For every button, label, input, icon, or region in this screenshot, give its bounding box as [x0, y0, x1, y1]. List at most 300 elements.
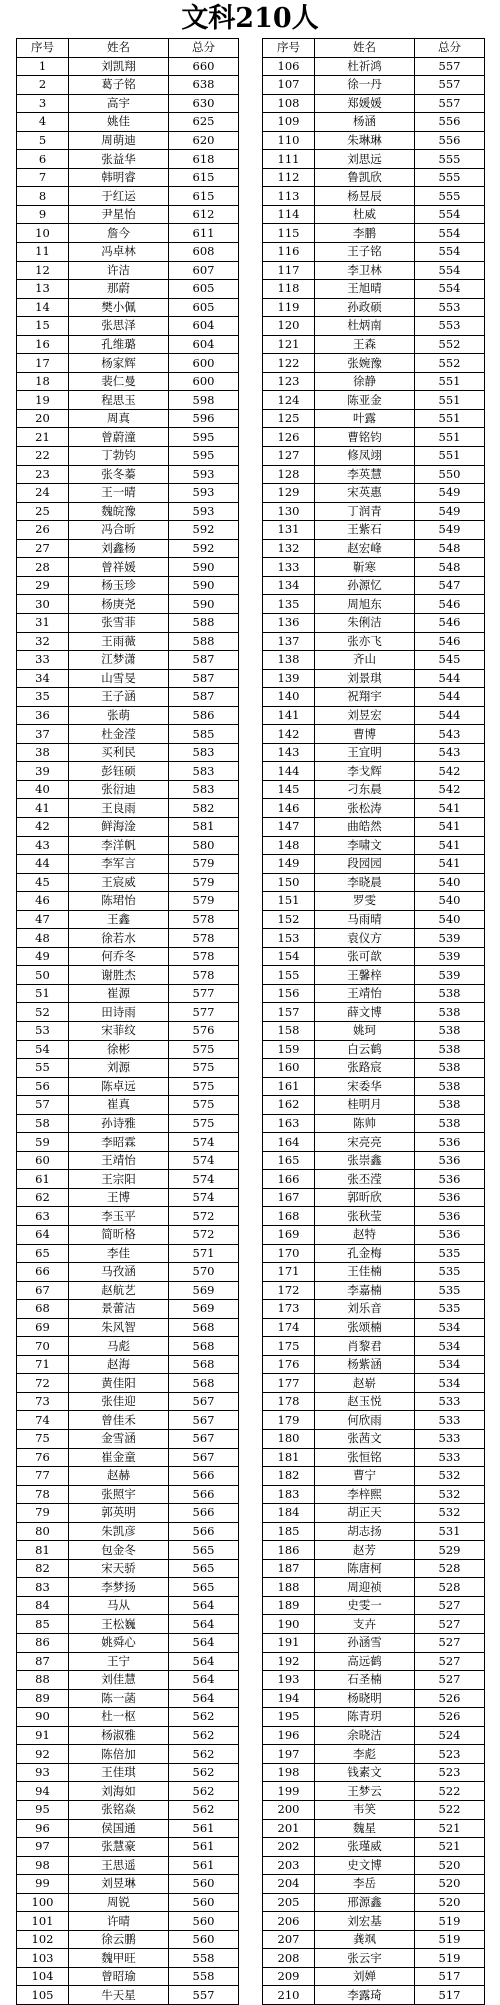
table-row	[17, 1411, 239, 1430]
table-row	[263, 799, 485, 818]
rank-cell: 19	[17, 391, 69, 410]
rank-cell: 188	[263, 1578, 315, 1597]
table-row	[17, 929, 239, 948]
score-cell: 527	[415, 1615, 485, 1634]
score-cell: 605	[169, 298, 239, 317]
score-cell: 533	[415, 1430, 485, 1449]
table-row	[17, 1263, 239, 1282]
rank-cell: 109	[263, 113, 315, 132]
score-cell: 618	[169, 150, 239, 169]
rank-cell: 51	[17, 984, 69, 1003]
score-cell: 526	[415, 1708, 485, 1727]
rank-cell: 134	[263, 576, 315, 595]
score-cell: 578	[169, 966, 239, 985]
name-cell: 徐彬	[69, 1040, 169, 1059]
rank-cell: 34	[17, 669, 69, 688]
name-cell: 王宜明	[315, 743, 415, 762]
rank-cell: 200	[263, 1800, 315, 1819]
name-cell: 杨淑雅	[69, 1726, 169, 1745]
score-cell: 581	[169, 817, 239, 836]
name-cell: 杨紫涵	[315, 1355, 415, 1374]
table-row	[263, 669, 485, 688]
table-row	[17, 1003, 239, 1022]
score-cell: 541	[415, 817, 485, 836]
rank-cell: 42	[17, 817, 69, 836]
rank-cell: 158	[263, 1021, 315, 1040]
score-cell: 557	[415, 76, 485, 95]
rank-cell: 29	[17, 576, 69, 595]
score-cell: 568	[169, 1355, 239, 1374]
rank-cell: 156	[263, 984, 315, 1003]
name-cell: 崔真	[69, 1096, 169, 1115]
page-title: 文科210人	[181, 3, 319, 34]
rank-cell: 78	[17, 1485, 69, 1504]
name-cell: 王宸威	[69, 873, 169, 892]
name-cell: 张秋莹	[315, 1207, 415, 1226]
table-row	[17, 1281, 239, 1300]
rank-cell: 39	[17, 762, 69, 781]
name-cell: 王博	[69, 1188, 169, 1207]
score-cell: 534	[415, 1318, 485, 1337]
table-row	[17, 409, 239, 428]
name-cell: 李岳	[315, 1875, 415, 1894]
table-row	[17, 1522, 239, 1541]
table-header-row	[17, 39, 239, 58]
rank-cell: 6	[17, 150, 69, 169]
table-row	[263, 725, 485, 744]
score-cell: 574	[169, 1133, 239, 1152]
rank-cell: 104	[17, 1967, 69, 1986]
score-cell: 524	[415, 1726, 485, 1745]
score-cell: 587	[169, 688, 239, 707]
name-cell: 曾佳禾	[69, 1411, 169, 1430]
score-cell: 562	[169, 1763, 239, 1782]
score-cell: 569	[169, 1281, 239, 1300]
score-cell: 560	[169, 1875, 239, 1894]
name-cell: 赵崭	[315, 1374, 415, 1393]
score-cell: 538	[415, 1040, 485, 1059]
rank-cell: 26	[17, 521, 69, 540]
name-cell: 宋委华	[315, 1077, 415, 1096]
rank-cell: 209	[263, 1967, 315, 1986]
rank-cell: 111	[263, 150, 315, 169]
score-cell: 562	[169, 1708, 239, 1727]
rank-cell: 55	[17, 1059, 69, 1078]
score-cell: 562	[169, 1800, 239, 1819]
rank-cell: 144	[263, 762, 315, 781]
rank-cell: 175	[263, 1337, 315, 1356]
score-cell: 590	[169, 558, 239, 577]
name-cell: 祝翔宇	[315, 688, 415, 707]
name-cell: 朱琳琳	[315, 131, 415, 150]
table-row	[263, 317, 485, 336]
rank-cell: 129	[263, 484, 315, 503]
rank-cell: 2	[17, 76, 69, 95]
table-row	[263, 1504, 485, 1523]
table-row	[263, 1930, 485, 1949]
table-row	[17, 521, 239, 540]
rank-cell: 190	[263, 1615, 315, 1634]
name-cell: 胡正天	[315, 1504, 415, 1523]
score-cell: 553	[415, 317, 485, 336]
name-cell: 曲皓然	[315, 817, 415, 836]
rank-cell: 11	[17, 243, 69, 262]
table-row	[17, 1300, 239, 1319]
name-cell: 包金冬	[69, 1541, 169, 1560]
table-row	[263, 1689, 485, 1708]
rank-cell: 150	[263, 873, 315, 892]
rank-cell: 92	[17, 1745, 69, 1764]
name-cell: 刘源	[69, 1059, 169, 1078]
name-cell: 张冬蓁	[69, 465, 169, 484]
score-cell: 578	[169, 947, 239, 966]
rank-cell: 1	[17, 57, 69, 76]
score-cell: 546	[415, 595, 485, 614]
name-cell: 韦笑	[315, 1800, 415, 1819]
rank-cell: 68	[17, 1300, 69, 1319]
name-cell: 彭钰硕	[69, 762, 169, 781]
score-cell: 569	[169, 1300, 239, 1319]
rank-cell: 112	[263, 168, 315, 187]
name-cell: 姚佳	[69, 113, 169, 132]
rank-cell: 106	[263, 57, 315, 76]
name-cell: 王梦云	[315, 1782, 415, 1801]
table-row	[263, 484, 485, 503]
score-cell: 578	[169, 929, 239, 948]
name-cell: 曹博	[315, 725, 415, 744]
score-cell: 577	[169, 984, 239, 1003]
rank-cell: 149	[263, 855, 315, 874]
rank-cell: 179	[263, 1411, 315, 1430]
rank-cell: 18	[17, 372, 69, 391]
score-cell: 538	[415, 1059, 485, 1078]
score-cell: 588	[169, 613, 239, 632]
rank-cell: 86	[17, 1634, 69, 1653]
score-cell: 527	[415, 1596, 485, 1615]
score-cell: 579	[169, 873, 239, 892]
name-cell: 张萌	[69, 706, 169, 725]
rank-cell: 100	[17, 1893, 69, 1912]
table-row	[263, 1596, 485, 1615]
name-cell: 刁东晨	[315, 780, 415, 799]
rank-cell: 205	[263, 1893, 315, 1912]
header-name: 姓名	[315, 39, 415, 58]
name-cell: 孔维璐	[69, 335, 169, 354]
name-cell: 袁仪方	[315, 929, 415, 948]
rank-cell: 28	[17, 558, 69, 577]
score-cell: 542	[415, 762, 485, 781]
table-row	[263, 1467, 485, 1486]
rank-cell: 195	[263, 1708, 315, 1727]
score-cell: 529	[415, 1541, 485, 1560]
name-cell: 张崇鑫	[315, 1151, 415, 1170]
table-row	[263, 929, 485, 948]
table-row	[17, 243, 239, 262]
rank-cell: 187	[263, 1559, 315, 1578]
rank-cell: 41	[17, 799, 69, 818]
name-cell: 张照宇	[69, 1485, 169, 1504]
score-cell: 583	[169, 762, 239, 781]
name-cell: 李军言	[69, 855, 169, 874]
score-cell: 568	[169, 1318, 239, 1337]
rank-cell: 130	[263, 502, 315, 521]
table-row	[263, 1207, 485, 1226]
table-row	[17, 131, 239, 150]
score-cell: 620	[169, 131, 239, 150]
name-cell: 景蕾洁	[69, 1300, 169, 1319]
name-cell: 赵宏峰	[315, 539, 415, 558]
table-row	[263, 428, 485, 447]
rank-cell: 202	[263, 1838, 315, 1857]
table-header-row	[263, 39, 485, 58]
table-row	[263, 1448, 485, 1467]
score-cell: 575	[169, 1059, 239, 1078]
score-cell: 520	[415, 1893, 485, 1912]
score-cell: 551	[415, 372, 485, 391]
table-row	[263, 1875, 485, 1894]
table-row	[17, 76, 239, 95]
table-row	[17, 1912, 239, 1931]
table-row	[263, 354, 485, 373]
rank-cell: 157	[263, 1003, 315, 1022]
rank-cell: 95	[17, 1800, 69, 1819]
name-cell: 徐云鹏	[69, 1930, 169, 1949]
rank-cell: 90	[17, 1708, 69, 1727]
rank-cell: 168	[263, 1207, 315, 1226]
rank-cell: 142	[263, 725, 315, 744]
table-row	[263, 1374, 485, 1393]
rank-cell: 14	[17, 298, 69, 317]
score-cell: 554	[415, 261, 485, 280]
rank-cell: 131	[263, 521, 315, 540]
name-cell: 陈一菡	[69, 1689, 169, 1708]
rank-cell: 206	[263, 1912, 315, 1931]
rank-cell: 203	[263, 1856, 315, 1875]
table-row	[263, 576, 485, 595]
table-row	[17, 150, 239, 169]
score-cell: 580	[169, 836, 239, 855]
table-row	[263, 131, 485, 150]
name-cell: 李卫林	[315, 261, 415, 280]
rank-cell: 133	[263, 558, 315, 577]
name-cell: 叶露	[315, 409, 415, 428]
name-cell: 王馨梓	[315, 966, 415, 985]
name-cell: 白云鹤	[315, 1040, 415, 1059]
name-cell: 杜金滢	[69, 725, 169, 744]
score-cell: 572	[169, 1207, 239, 1226]
name-cell: 孔金梅	[315, 1244, 415, 1263]
name-cell: 杨庚尧	[69, 595, 169, 614]
name-cell: 姚舜心	[69, 1634, 169, 1653]
score-cell: 551	[415, 391, 485, 410]
name-cell: 陈唐柯	[315, 1559, 415, 1578]
table-row	[263, 1893, 485, 1912]
table-row	[17, 1040, 239, 1059]
score-cell: 564	[169, 1596, 239, 1615]
score-cell: 611	[169, 224, 239, 243]
table-row	[263, 947, 485, 966]
rank-cell: 73	[17, 1392, 69, 1411]
rank-cell: 196	[263, 1726, 315, 1745]
score-cell: 532	[415, 1467, 485, 1486]
table-row	[263, 855, 485, 874]
score-cell: 544	[415, 669, 485, 688]
score-cell: 536	[415, 1226, 485, 1245]
score-cell: 570	[169, 1263, 239, 1282]
rank-cell: 110	[263, 131, 315, 150]
name-cell: 周萌迪	[69, 131, 169, 150]
score-cell: 600	[169, 372, 239, 391]
score-cell: 538	[415, 1114, 485, 1133]
rank-cell: 31	[17, 613, 69, 632]
name-cell: 郭英明	[69, 1504, 169, 1523]
table-row	[263, 688, 485, 707]
name-cell: 王雨薇	[69, 632, 169, 651]
rank-cell: 40	[17, 780, 69, 799]
table-row	[17, 873, 239, 892]
name-cell: 马从	[69, 1596, 169, 1615]
name-cell: 陈卓远	[69, 1077, 169, 1096]
score-cell: 564	[169, 1689, 239, 1708]
score-cell: 532	[415, 1485, 485, 1504]
table-row	[17, 1114, 239, 1133]
table-row	[17, 372, 239, 391]
score-cell: 566	[169, 1467, 239, 1486]
table-row	[17, 1318, 239, 1337]
table-row	[17, 1819, 239, 1838]
table-row	[263, 1096, 485, 1115]
score-cell: 533	[415, 1411, 485, 1430]
table-row	[17, 1559, 239, 1578]
rank-cell: 7	[17, 168, 69, 187]
table-row	[17, 817, 239, 836]
rank-cell: 107	[263, 76, 315, 95]
rank-cell: 152	[263, 910, 315, 929]
score-cell: 521	[415, 1819, 485, 1838]
name-cell: 韩明睿	[69, 168, 169, 187]
table-row	[17, 1244, 239, 1263]
name-cell: 郑媛媛	[315, 94, 415, 113]
score-cell: 532	[415, 1504, 485, 1523]
rank-cell: 22	[17, 447, 69, 466]
table-row	[17, 261, 239, 280]
table-row	[17, 1077, 239, 1096]
score-cell: 593	[169, 465, 239, 484]
table-row	[263, 706, 485, 725]
name-cell: 宋天骄	[69, 1559, 169, 1578]
table-row	[17, 465, 239, 484]
table-row	[263, 1912, 485, 1931]
name-cell: 修凤翊	[315, 447, 415, 466]
score-cell: 555	[415, 187, 485, 206]
name-cell: 赵芳	[315, 1541, 415, 1560]
name-cell: 徐静	[315, 372, 415, 391]
table-row	[263, 1782, 485, 1801]
name-cell: 杨家辉	[69, 354, 169, 373]
name-cell: 罗雯	[315, 892, 415, 911]
score-cell: 539	[415, 966, 485, 985]
score-cell: 558	[169, 1967, 239, 1986]
name-cell: 石圣楠	[315, 1671, 415, 1690]
rank-cell: 171	[263, 1263, 315, 1282]
rank-cell: 136	[263, 613, 315, 632]
name-cell: 山雪旻	[69, 669, 169, 688]
table-row	[263, 298, 485, 317]
score-cell: 520	[415, 1856, 485, 1875]
name-cell: 崔源	[69, 984, 169, 1003]
rank-cell: 88	[17, 1671, 69, 1690]
name-cell: 孙诗雅	[69, 1114, 169, 1133]
rank-cell: 122	[263, 354, 315, 373]
table-row	[17, 1782, 239, 1801]
rank-cell: 99	[17, 1875, 69, 1894]
rank-cell: 72	[17, 1374, 69, 1393]
score-cell: 574	[169, 1151, 239, 1170]
table-row	[263, 1541, 485, 1560]
name-cell: 杨晓明	[315, 1689, 415, 1708]
rank-cell: 105	[17, 1986, 69, 2005]
name-cell: 谢胜杰	[69, 966, 169, 985]
score-cell: 541	[415, 836, 485, 855]
score-cell: 540	[415, 892, 485, 911]
score-cell: 533	[415, 1392, 485, 1411]
table-row	[17, 1430, 239, 1449]
table-row	[263, 1188, 485, 1207]
name-cell: 张婉豫	[315, 354, 415, 373]
table-row	[17, 966, 239, 985]
score-cell: 568	[169, 1374, 239, 1393]
name-cell: 陈倍加	[69, 1745, 169, 1764]
score-cell: 549	[415, 484, 485, 503]
rank-cell: 208	[263, 1949, 315, 1968]
table-row	[17, 539, 239, 558]
table-row	[263, 261, 485, 280]
table-row	[17, 57, 239, 76]
table-row	[263, 1726, 485, 1745]
table-row	[263, 372, 485, 391]
score-cell: 517	[415, 1986, 485, 2005]
score-cell: 536	[415, 1170, 485, 1189]
name-cell: 姚珂	[315, 1021, 415, 1040]
ranking-table-left	[16, 38, 239, 2005]
table-row	[263, 502, 485, 521]
rank-cell: 45	[17, 873, 69, 892]
score-cell: 555	[415, 168, 485, 187]
score-cell: 625	[169, 113, 239, 132]
score-cell: 604	[169, 317, 239, 336]
table-row	[263, 1059, 485, 1078]
table-row	[17, 354, 239, 373]
score-cell: 538	[415, 1096, 485, 1115]
name-cell: 李梓熙	[315, 1485, 415, 1504]
table-row	[17, 1615, 239, 1634]
rank-cell: 47	[17, 910, 69, 929]
score-cell: 535	[415, 1263, 485, 1282]
rank-cell: 184	[263, 1504, 315, 1523]
rank-cell: 139	[263, 669, 315, 688]
table-row	[263, 391, 485, 410]
rank-cell: 114	[263, 205, 315, 224]
table-row	[17, 1096, 239, 1115]
score-cell: 590	[169, 595, 239, 614]
table-row	[17, 1949, 239, 1968]
rank-cell: 15	[17, 317, 69, 336]
score-cell: 517	[415, 1967, 485, 1986]
score-cell: 598	[169, 391, 239, 410]
name-cell: 李昭霖	[69, 1133, 169, 1152]
name-cell: 曹宁	[315, 1467, 415, 1486]
name-cell: 杨涵	[315, 113, 415, 132]
